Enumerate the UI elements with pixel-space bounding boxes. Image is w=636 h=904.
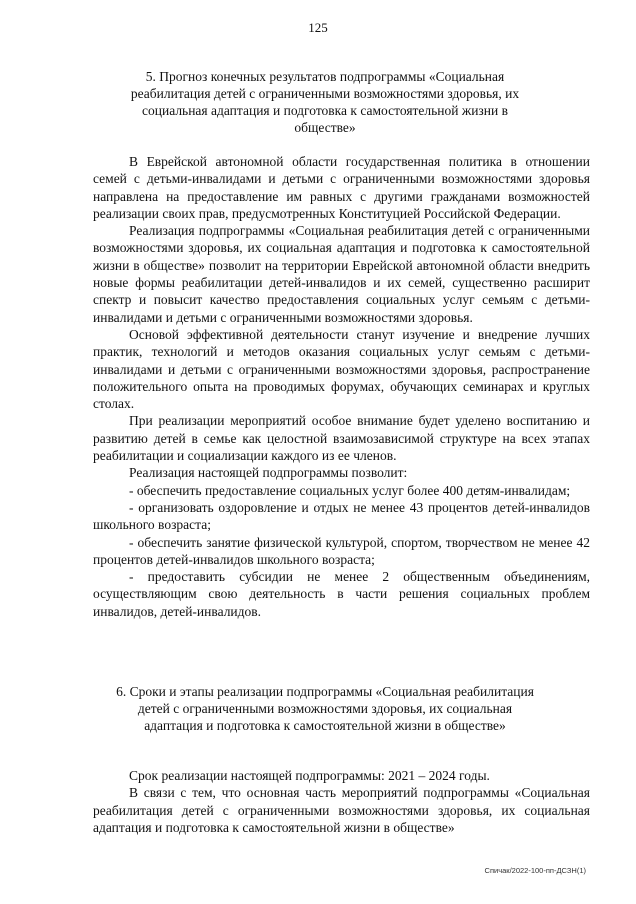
section-6-title: 6. Сроки и этапы реализации подпрограммы «Социальная реабилитация детей с ограниченными возможностями здоровья, их социальная адаптация и подготовка к самостоятельной жизни в обществе» — [116, 684, 534, 733]
paragraph: Реализация подпрограммы «Социальная реабилитация детей с ограниченными возможностями здоровья, их социальная адаптация и подготовка к самостоятельной жизни в обществе» позволит на территории Еврейской автономной области внедрить новые формы реабилитации детей-инвалидов и их семей, существенно расширит спектр и повысит качество предоставления социальных услуг семьям с детьми-инвалидами и детьми с ограниченными возможностями здоровья. — [93, 223, 590, 325]
paragraph: В связи с тем, что основная часть мероприятий подпрограммы «Социальная реабилитация детей с ограниченными возможностями здоровья, их социальная адаптация и подготовка к самостоятельной жизни в обществе» — [93, 785, 590, 835]
list-item: - обеспечить занятие физической культурой, спортом, творчеством не менее 42 процентов детей-инвалидов школьного возраста; — [93, 534, 590, 567]
section-5-title: 5. Прогноз конечных результатов подпрограммы «Социальная реабилитация детей с ограниченными возможностями здоровья, их социальная адаптация и подготовка к самостоятельной жизни в обществе» — [130, 69, 520, 135]
section-5-body — [93, 153, 590, 620]
page-number: 125 — [308, 20, 328, 35]
paragraph: Реализация настоящей подпрограммы позволит: — [129, 465, 408, 481]
paragraph: В Еврейской автономной области государственная политика в отношении семей с детьми-инвалидами и детьми с ограниченными возможностями здоровья направлена на предоставление им равных с другими гражданами возможностей реализации своих прав, предусмотренных Конституцией Российской Федерации. — [93, 154, 590, 221]
paragraph: Основой эффективной деятельности станут изучение и внедрение лучших практик, технологий и методов оказания социальных услуг семьям с детьми-инвалидами и детьми с ограниченными возможностями здоровья, распространение положительного опыта на проводимых форумах, обучающих семинарах и круглых столах. — [93, 326, 590, 412]
paragraph: При реализации мероприятий особое внимание будет уделено воспитанию и развитию детей в семье как целостной взаимозависимой структуре на всех этапах реабилитации и социализации каждого из ее членов. — [93, 413, 590, 464]
list-item: - обеспечить предоставление социальных услуг более 400 детям-инвалидам; — [129, 482, 571, 498]
list-item: - предоставить субсидии не менее 2 общественным объединениям, осуществляющим свою деятельность в части решения социальных проблем инвалидов, детей-инвалидов. — [93, 569, 590, 619]
list-item: - организовать оздоровление и отдых не менее 43 процентов детей-инвалидов школьного возраста; — [93, 499, 590, 533]
section-6-body — [93, 767, 590, 836]
paragraph: Срок реализации настоящей подпрограммы: 2021 – 2024 годы. — [129, 768, 490, 783]
document-code: Спичак/2022-100-пп-ДСЗН(1) — [484, 866, 586, 875]
